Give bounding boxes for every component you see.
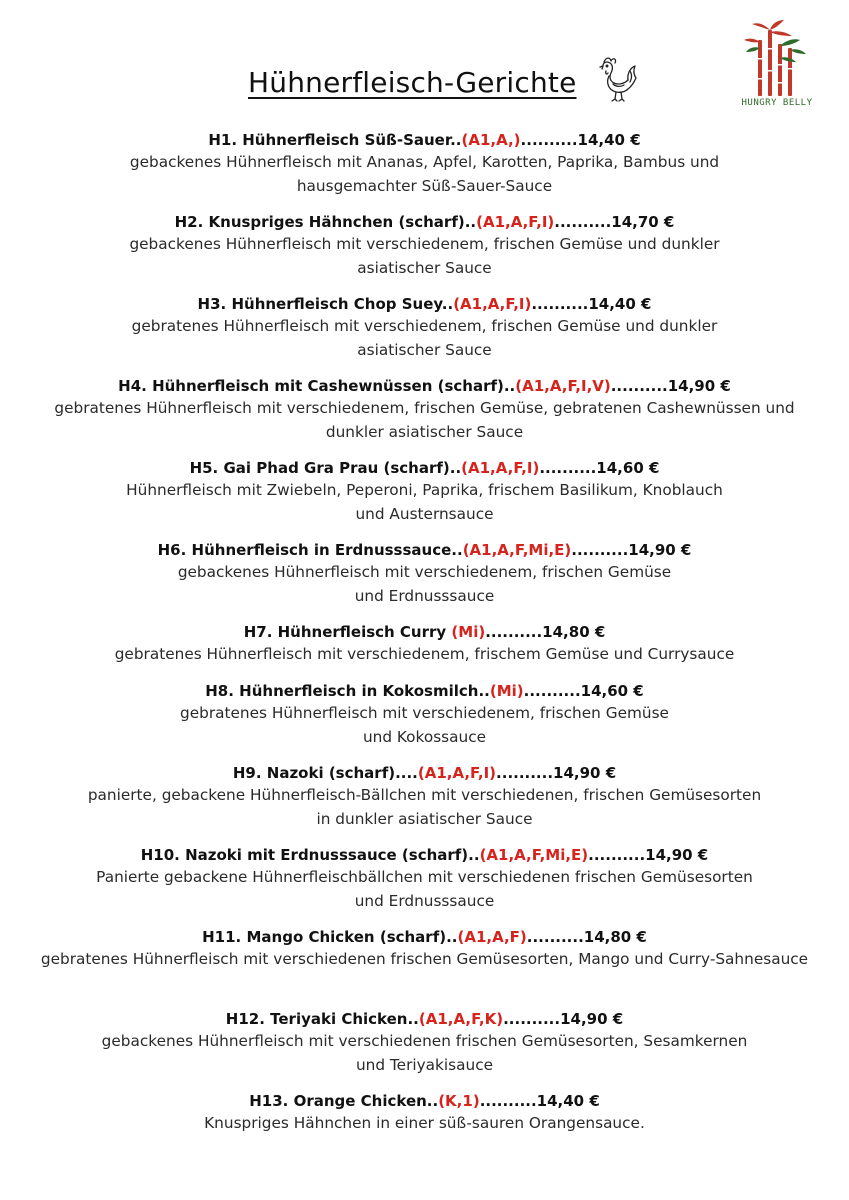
item-price: ..........14,40 € bbox=[520, 131, 641, 149]
item-name: H12. Teriyaki Chicken.. bbox=[225, 1010, 419, 1028]
allergen-codes: (A1,A,) bbox=[461, 131, 521, 149]
menu-item bbox=[0, 927, 849, 971]
item-price: ..........14,90 € bbox=[588, 846, 709, 864]
item-price: ..........14,60 € bbox=[523, 682, 644, 700]
allergen-codes: (K,1) bbox=[438, 1092, 480, 1110]
item-title bbox=[0, 540, 849, 560]
menu-item bbox=[0, 681, 849, 749]
item-price: ..........14,90 € bbox=[610, 377, 731, 395]
item-title bbox=[0, 294, 849, 314]
item-description: dunkler asiatischer Sauce bbox=[325, 423, 524, 441]
item-name: H9. Nazoki (scharf).... bbox=[232, 764, 418, 782]
item-description: und Erdnusssauce bbox=[354, 587, 495, 605]
item-description: gebackenes Hühnerfleisch mit verschiedenem, frischen Gemüse bbox=[177, 563, 672, 581]
item-name: H10. Nazoki mit Erdnusssauce (scharf).. bbox=[140, 846, 480, 864]
item-name: H13. Orange Chicken.. bbox=[249, 1092, 439, 1110]
allergen-codes: (A1,A,F,I) bbox=[461, 459, 540, 477]
item-price: ..........14,70 € bbox=[554, 213, 675, 231]
item-description: gebratenes Hühnerfleisch mit verschiedenem, frischen Gemüse bbox=[180, 704, 669, 722]
item-description: und Erdnusssauce bbox=[354, 892, 495, 910]
item-name: H1. Hühnerfleisch Süß-Sauer.. bbox=[208, 131, 462, 149]
item-price: ..........14,90 € bbox=[571, 541, 692, 559]
menu-item bbox=[0, 763, 849, 831]
item-title bbox=[0, 622, 849, 642]
item-name: H8. Hühnerfleisch in Kokosmilch.. bbox=[205, 682, 490, 700]
item-description: gebratenes Hühnerfleisch mit verschiedenem, frischen Gemüse, gebratenen Cashewnüssen und bbox=[54, 399, 795, 417]
item-description: und Teriyakisauce bbox=[355, 1056, 494, 1074]
menu-item bbox=[0, 458, 849, 526]
allergen-codes: (A1,A,F,I) bbox=[453, 295, 532, 313]
item-title bbox=[0, 927, 849, 947]
menu-item bbox=[0, 1091, 849, 1135]
item-name: H3. Hühnerfleisch Chop Suey.. bbox=[197, 295, 454, 313]
allergen-codes: (A1,A,F,K) bbox=[418, 1010, 504, 1028]
menu-item bbox=[0, 622, 849, 666]
item-price: ..........14,90 € bbox=[496, 764, 617, 782]
item-description: gebackenes Hühnerfleisch mit Ananas, Apfel, Karotten, Paprika, Bambus und bbox=[129, 153, 720, 171]
item-name: H4. Hühnerfleisch mit Cashewnüssen (scharf).. bbox=[118, 377, 516, 395]
allergen-codes: (A1,A,F,I) bbox=[476, 213, 555, 231]
page-title: Hühnerfleisch-Gerichte bbox=[248, 66, 577, 99]
item-description: panierte, gebackene Hühnerfleisch-Bällchen mit verschiedenen, frischen Gemüsesorten bbox=[87, 786, 762, 804]
allergen-codes: (A1,A,F,Mi,E) bbox=[462, 541, 572, 559]
allergen-codes: (A1,A,F,I,V) bbox=[515, 377, 611, 395]
menu-item bbox=[0, 845, 849, 913]
item-price: ..........14,80 € bbox=[485, 623, 606, 641]
allergen-codes: (Mi) bbox=[451, 623, 486, 641]
item-name: H7. Hühnerfleisch Curry bbox=[243, 623, 452, 641]
item-description: gebratenes Hühnerfleisch mit verschiedenen frischen Gemüsesorten, Mango und Curry-Sahnesauce bbox=[40, 950, 809, 968]
item-description: asiatischer Sauce bbox=[357, 341, 492, 359]
item-name: H5. Gai Phad Gra Prau (scharf).. bbox=[189, 459, 462, 477]
item-description: Knuspriges Hähnchen in einer süß-sauren Orangensauce. bbox=[204, 1114, 645, 1132]
item-price: ..........14,40 € bbox=[479, 1092, 600, 1110]
menu-item bbox=[0, 130, 849, 198]
item-price: ..........14,60 € bbox=[539, 459, 660, 477]
item-description: in dunkler asiatischer Sauce bbox=[316, 810, 533, 828]
item-title bbox=[0, 845, 849, 865]
menu-item bbox=[0, 294, 849, 362]
item-description: gebratenes Hühnerfleisch mit verschiedenem, frischem Gemüse und Currysauce bbox=[114, 645, 735, 663]
item-description: Panierte gebackene Hühnerfleischbällchen mit verschiedenen frischen Gemüsesorten bbox=[96, 868, 753, 886]
item-name: H2. Knuspriges Hähnchen (scharf).. bbox=[174, 213, 477, 231]
item-description: und Austernsauce bbox=[355, 505, 494, 523]
menu-item bbox=[0, 376, 849, 444]
item-description: gebratenes Hühnerfleisch mit verschiedenem, frischen Gemüse und dunkler bbox=[131, 317, 718, 335]
item-description: Hühnerfleisch mit Zwiebeln, Peperoni, Paprika, frischem Basilikum, Knoblauch bbox=[126, 481, 723, 499]
allergen-codes: (A1,A,F,I) bbox=[417, 764, 497, 782]
item-title bbox=[0, 681, 849, 701]
item-name: H6. Hühnerfleisch in Erdnusssauce.. bbox=[157, 541, 463, 559]
menu-item bbox=[0, 1009, 849, 1077]
item-description: asiatischer Sauce bbox=[357, 259, 492, 277]
menu-item bbox=[0, 212, 849, 280]
item-description: gebackenes Hühnerfleisch mit verschiedenem, frischen Gemüse und dunkler bbox=[129, 235, 720, 253]
item-description: hausgemachter Süß-Sauer-Sauce bbox=[296, 177, 553, 195]
item-price: ..........14,40 € bbox=[531, 295, 652, 313]
item-price: ..........14,80 € bbox=[526, 928, 647, 946]
logo-text: HUNGRY BELLY bbox=[741, 98, 813, 108]
allergen-codes: (Mi) bbox=[489, 682, 524, 700]
item-title bbox=[0, 130, 849, 150]
allergen-codes: (A1,A,F) bbox=[457, 928, 527, 946]
allergen-codes: (A1,A,F,Mi,E) bbox=[479, 846, 589, 864]
item-title bbox=[0, 458, 849, 478]
item-title bbox=[0, 1091, 849, 1111]
menu-item bbox=[0, 540, 849, 608]
item-title bbox=[0, 763, 849, 783]
item-price: ..........14,90 € bbox=[503, 1010, 624, 1028]
item-title bbox=[0, 376, 849, 396]
item-name: H11. Mango Chicken (scharf).. bbox=[202, 928, 458, 946]
item-title bbox=[0, 212, 849, 232]
item-description: und Kokossauce bbox=[362, 728, 487, 746]
item-title bbox=[0, 1009, 849, 1029]
item-description: gebackenes Hühnerfleisch mit verschiedenen frischen Gemüsesorten, Sesamkernen bbox=[101, 1032, 748, 1050]
